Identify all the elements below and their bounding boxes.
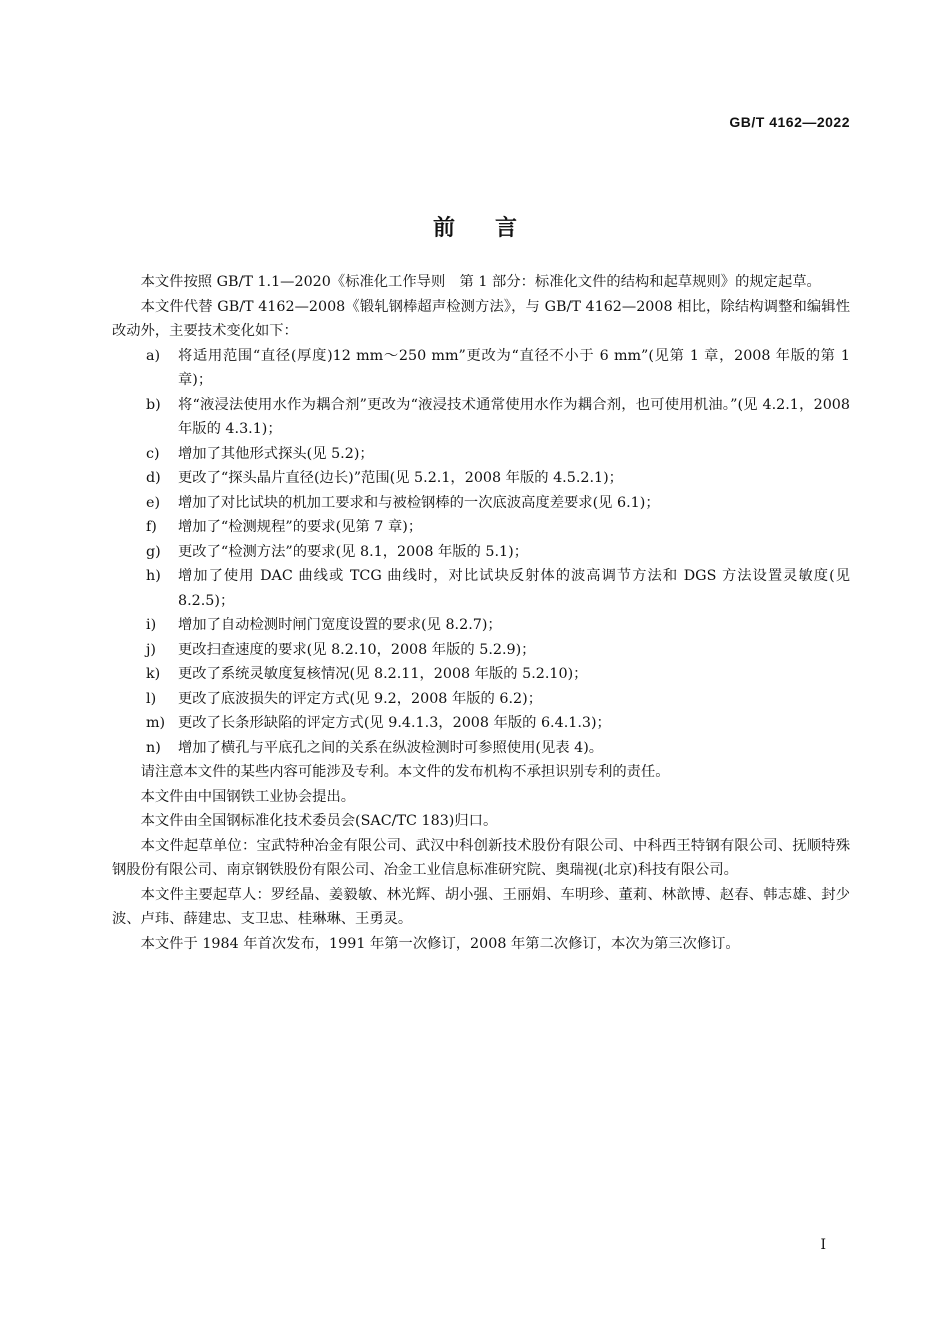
paragraph-technical-committee: 本文件由全国钢标准化技术委员会(SAC/TC 183)归口。 — [140, 813, 498, 829]
list-item — [112, 564, 850, 613]
list-marker: m) — [146, 715, 166, 731]
list-marker: e) — [146, 494, 161, 511]
list-item — [112, 466, 850, 491]
list-marker: c) — [146, 445, 160, 462]
list-item — [112, 687, 850, 712]
list-item — [112, 638, 850, 663]
paragraph-patent-notice: 请注意本文件的某些内容可能涉及专利。本文件的发布机构不承担识别专利的责任。 — [140, 764, 670, 780]
paragraph-history: 本文件于 1984 年首次发布，1991 年第一次修订，2008 年第二次修订，本次为第三次修订。 — [140, 935, 740, 952]
list-item-text: 更改了底波损失的评定方式(见 9.2，2008 年版的 6.2)； — [178, 690, 542, 707]
list-item-text: 将适用范围“直径(厚度)12 mm～250 mm”更改为“直径不小于 6 mm”(见第 1 章，2008 年版的第 1 章)； — [178, 347, 850, 388]
page-number: I — [820, 1237, 826, 1253]
list-marker: g) — [146, 543, 161, 560]
list-marker: j) — [146, 641, 157, 658]
paragraph-drafting-rules: 本文件按照 GB/T 1.1—2020《标准化工作导则 第 1 部分：标准化文件的结构和起草规则》的规定起草。 — [140, 274, 821, 290]
paragraph-drafting-units: 本文件起草单位：宝武特种冶金有限公司、武汉中科创新技术股份有限公司、中科西王特钢有限公司、抚顺特殊钢股份有限公司、南京钢铁股份有限公司、冶金工业信息标准研究院、奥瑞视(北京)科技有限公司。 — [112, 837, 850, 878]
list-marker: a) — [146, 347, 161, 364]
list-item-text: 将“液浸法使用水作为耦合剂”更改为“液浸技术通常使用水作为耦合剂，也可使用机油。”(见 4.2.1，2008 年版的 4.3.1)； — [178, 396, 850, 437]
foreword-body — [112, 270, 850, 956]
standard-number: GB/T 4162—2022 — [729, 114, 850, 130]
list-item-text: 更改扫查速度的要求(见 8.2.10，2008 年版的 5.2.9)； — [178, 641, 536, 658]
list-item — [112, 662, 850, 687]
paragraph-drafters: 本文件主要起草人：罗经晶、姜毅敏、林光辉、胡小强、王丽娟、车明珍、董莉、林歆博、赵春、韩志雄、封少波、卢玮、薛建忠、支卫忠、桂琳琳、王勇灵。 — [112, 886, 850, 927]
list-item-text: 增加了横孔与平底孔之间的关系在纵波检测时可参照使用(见表 4)。 — [178, 739, 604, 756]
list-item-text: 增加了对比试块的机加工要求和与被检钢棒的一次底波高度差要求(见 6.1)； — [178, 494, 660, 511]
list-marker: k) — [146, 666, 161, 682]
list-item-text: 增加了其他形式探头(见 5.2)； — [178, 445, 374, 462]
list-item — [112, 613, 850, 638]
list-item — [112, 540, 850, 565]
list-item-text: 更改了“探头晶片直径(边长)”范围(见 5.2.1，2008 年版的 4.5.2.1)； — [178, 470, 623, 486]
list-marker: n) — [146, 739, 161, 756]
list-item — [112, 736, 850, 761]
list-item — [112, 515, 850, 540]
list-item-text: 更改了系统灵敏度复核情况(见 8.2.11，2008 年版的 5.2.10)； — [178, 666, 588, 682]
changes-list — [112, 344, 850, 761]
list-marker: b) — [146, 396, 161, 413]
list-item — [112, 344, 850, 393]
list-item-text: 更改了“检测方法”的要求(见 8.1，2008 年版的 5.1)； — [178, 543, 529, 560]
list-item-text: 增加了“检测规程”的要求(见第 7 章)； — [178, 519, 423, 535]
list-marker: h) — [146, 568, 161, 584]
list-item — [112, 491, 850, 516]
list-item — [112, 393, 850, 442]
page-title: 前言 — [432, 214, 557, 241]
paragraph-proposer: 本文件由中国钢铁工业协会提出。 — [140, 788, 356, 805]
list-marker: i) — [146, 617, 157, 633]
list-marker: f) — [146, 519, 157, 535]
list-item — [112, 442, 850, 467]
list-item — [112, 711, 850, 736]
paragraph-replacement: 本文件代替 GB/T 4162—2008《锻轧钢棒超声检测方法》，与 GB/T 4162—2008 相比，除结构调整和编辑性改动外，主要技术变化如下： — [112, 298, 850, 339]
list-item-text: 增加了自动检测时闸门宽度设置的要求(见 8.2.7)； — [178, 617, 502, 633]
list-marker: l) — [146, 690, 157, 707]
list-marker: d) — [146, 470, 161, 486]
list-item-text: 增加了使用 DAC 曲线或 TCG 曲线时，对比试块反射体的波高调节方法和 DGS 方法设置灵敏度(见 8.2.5)； — [178, 568, 850, 609]
list-item-text: 更改了长条形缺陷的评定方式(见 9.4.1.3，2008 年版的 6.4.1.3)； — [178, 715, 611, 731]
